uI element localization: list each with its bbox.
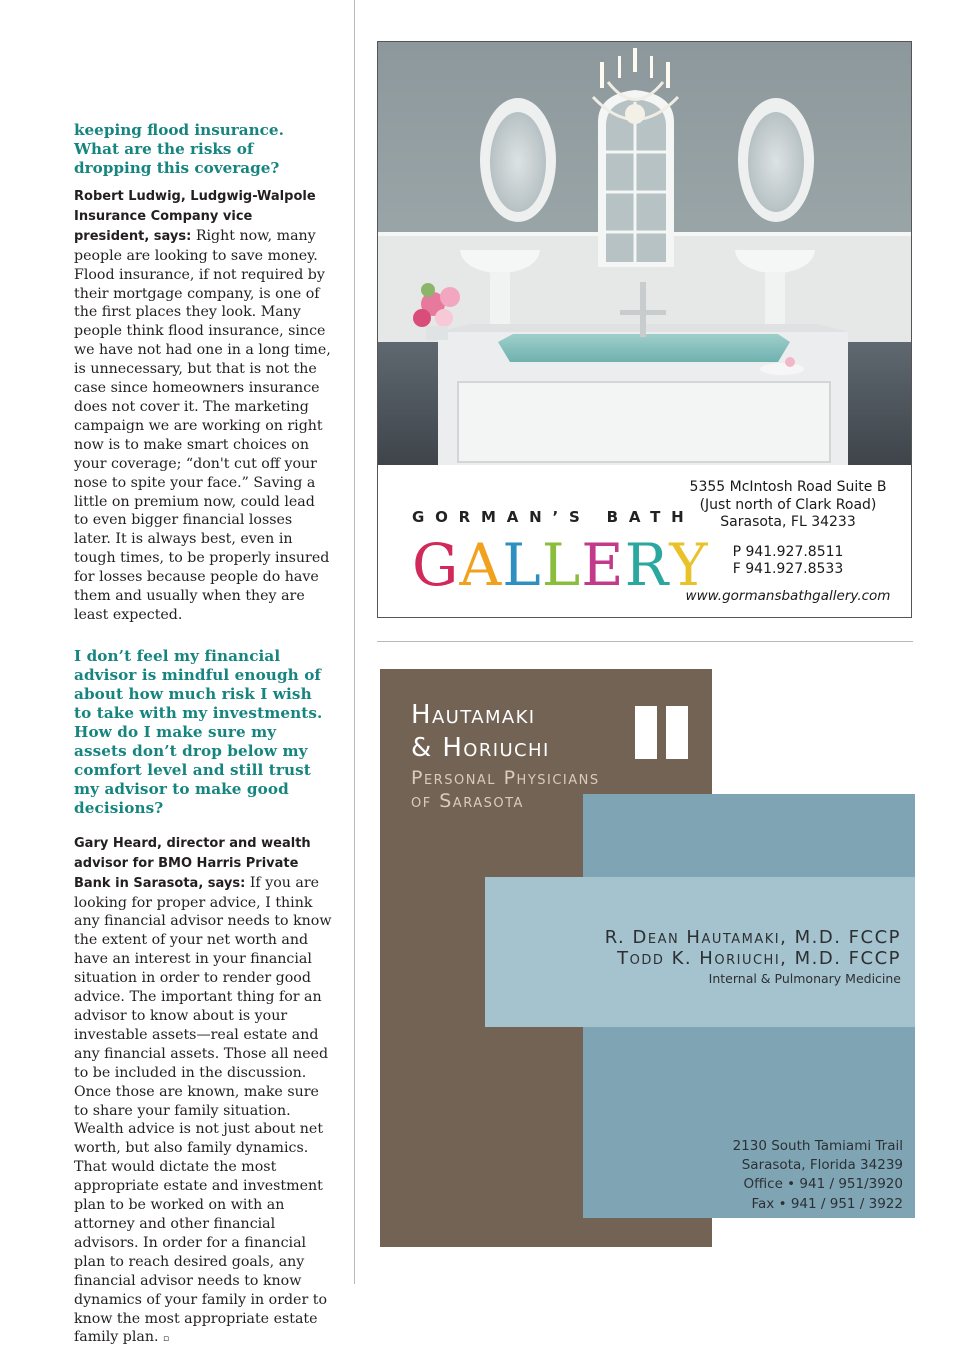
gorman-address-line-3: Sarasota, FL 34233 [720,514,856,530]
practice-subtitle-line-2: of Sarasota [411,790,524,812]
answer-2 [74,834,332,1349]
logo-letter: E [581,531,625,599]
logo-letter: R [624,531,670,599]
ad-divider [377,641,913,642]
answer-1 [74,187,332,625]
hautamaki-horiuchi-ad [380,669,915,1247]
gorman-website-link[interactable]: www.gormansbathgallery.com [685,587,891,604]
hautamaki-fax: Fax • 941 / 951 / 3922 [751,1195,903,1212]
question-2: I don’t feel my financial advisor is mindful enough of about how much risk I wish to take with my investments. How do I make sure my assets don’t drop below my comfort level and still trust my advisor to make good decisions? [74,646,323,817]
gorman-address-line-1: 5355 McIntosh Road Suite B [689,479,887,495]
gorman-fax: F 941.927.8533 [732,561,844,577]
gorman-address-line-2: (Just north of Clark Road) [699,496,877,513]
hautamaki-address-1: 2130 South Tamiami Trail [732,1138,903,1154]
bathroom-photo [378,42,911,465]
practice-subtitle [411,767,600,813]
logo-letter: L [541,531,582,599]
logo-letter: L [502,531,542,599]
logo-gallery-word [412,531,709,599]
question-1: keeping flood insurance. What are the risks of dropping this coverage? [74,121,284,177]
practice-name-line-2: & Horiuchi [411,733,550,763]
gorman-contact-info [678,479,898,605]
doctor-2: Todd K. Horiuchi, M.D. FCCP [617,948,901,969]
doctor-1: R. Dean Hautamaki, M.D. FCCP [604,927,901,948]
logo-letter: G [412,531,460,599]
doctors-list [605,927,901,988]
end-mark-icon: ▫ [163,1334,170,1345]
gormans-bath-gallery-logo [412,508,709,608]
answer-1-speaker: Robert Ludwig, Ludgwig-Walpole Insurance Company vice president, says: [74,189,316,244]
hautamaki-office-phone: Office • 941 / 951/3920 [743,1176,903,1193]
logo-top-text: GORMAN’S BATH [412,508,695,526]
answer-1-text: Right now, many people are looking to save money. Flood insurance, if not required by their mortgage company, is one of the first places they look. Many people think flood insurance, since we have not had one in a long time, is unnecessary, but that is not the case since homeowners insurance does not cover it. The marketing campaign we are working on right now is to make smart choices on your coverage; “don't cut off your nose to spite your face.” Saving a little on premium now, could lead to even bigger financial losses later. It is always best, even in tough times, to be properly insured for losses because people do have them and usually when they are least expected. [74,227,331,623]
logo-letter: Y [669,531,709,599]
gorman-phone: P 941.927.8511 [732,543,844,560]
answer-2-speaker: Gary Heard, director and wealth advisor for BMO Harris Private Bank in Sarasota, says: [74,835,311,891]
specialty: Internal & Pulmonary Medicine [708,971,901,986]
practice-name [411,699,550,765]
practice-subtitle-line-1: Personal Physicians [411,767,600,789]
hautamaki-contact-info [733,1137,903,1214]
answer-2-text: If you are looking for proper advice, I think any financial advisor needs to know the extent of your net worth and have an interest in your financial situation in order to render good advice. The important thing for an advisor to know about is your investable assets—real estate and any financial assets. Those all need to be included in the discussion. Once those are known, make sure to share your family situation. Wealth advice is not just about net worth, but also family dynamics. That would dictate the most appropriate estate and investment plan to be worked on with an attorney and other financial advisors. In order for a financial plan to reach desired goals, any financial advisor needs to know dynamics of your family in order to know the most appropriate estate family plan. [74,874,332,1346]
logo-bars-icon [635,706,688,759]
gormans-bath-gallery-ad [377,41,912,618]
column-divider [354,0,355,1284]
article-column [74,121,332,1349]
practice-name-line-1: Hautamaki [411,700,536,730]
logo-letter: A [459,531,503,599]
hautamaki-address-2: Sarasota, Florida 34239 [741,1157,903,1174]
